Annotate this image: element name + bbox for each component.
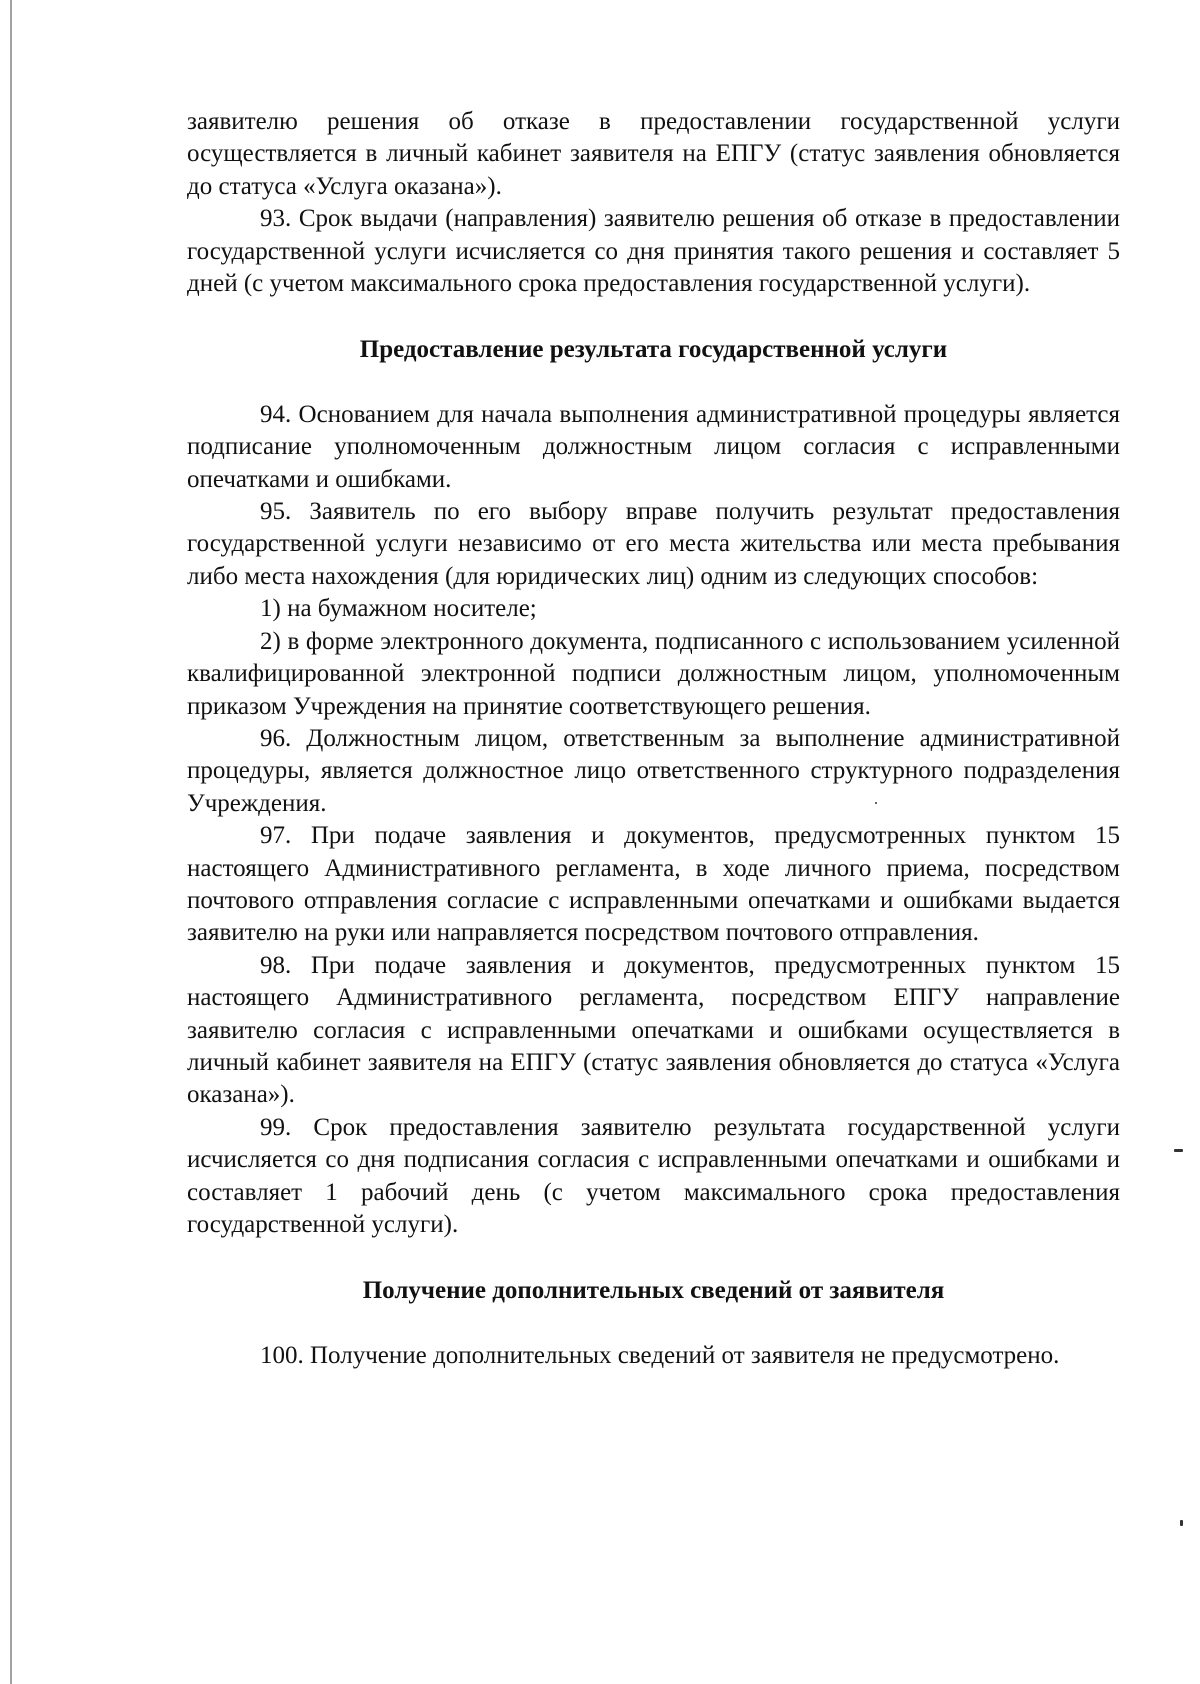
paragraph-95: 95. Заявитель по его выбору вправе получить результат предоставления государственной услуги независимо от его места жительства или места пребывания либо места нахождения (для юридических лиц) одним из следующих способов:	[187, 498, 1120, 590]
paragraph-100: 100. Получение дополнительных сведений от заявителя не предусмотрено.	[260, 1341, 1060, 1369]
section-heading-additional-info: Получение дополнительных сведений от заявителя	[362, 1277, 945, 1305]
document-body	[187, 106, 1120, 1372]
paragraph-continuation: заявителю решения об отказе в предоставлении государственной услуги осуществляется в личный кабинет заявителя на ЕПГУ (статус заявления обновляется до статуса «Услуга оказана»).	[187, 108, 1120, 200]
scan-speck	[1180, 1520, 1183, 1526]
section-heading-result: Предоставление результата государственной услуги	[359, 336, 948, 364]
list-item-1: 1) на бумажном носителе;	[260, 595, 537, 623]
paragraph-98: 98. При подаче заявления и документов, предусмотренных пунктом 15 настоящего Административного регламента, посредством ЕПГУ направление заявителю согласия с исправленными опечатками и ошибками осуществляется в личный кабинет заявителя на ЕПГУ (статус заявления обновляется до статуса «Услуга оказана»).	[187, 951, 1120, 1109]
paragraph-97: 97. При подаче заявления и документов, предусмотренных пунктом 15 настоящего Административного регламента, в ходе личного приема, посредством почтового отправления согласие с исправленными опечатками и ошибками выдается заявителю на руки или направляется посредством почтового отправления.	[187, 822, 1120, 947]
paragraph-93: 93. Срок выдачи (направления) заявителю решения об отказе в предоставлении государственной услуги исчисляется со дня принятия такого решения и составляет 5 дней (с учетом максимального срока предоставления государственной услуги).	[187, 205, 1120, 298]
scan-edge-line	[10, 0, 12, 1684]
paragraph-94: 94. Основанием для начала выполнения административной процедуры является подписание уполномоченным должностным лицом согласия с исправленными опечатками и ошибками.	[187, 400, 1120, 493]
paragraph-96: 96. Должностным лицом, ответственным за выполнение административной процедуры, является должностное лицо ответственного структурного подразделения Учреждения.	[187, 724, 1120, 817]
paragraph-99: 99. Срок предоставления заявителю результата государственной услуги исчисляется со дня подписания согласия с исправленными опечатками и ошибками и составляет 1 рабочий день (с учетом максимального срока предоставления государственной услуги).	[187, 1113, 1120, 1238]
scan-speck	[1174, 1149, 1183, 1152]
list-item-2: 2) в форме электронного документа, подписанного с использованием усиленной квалифицированной электронной подписи должностным лицом, уполномоченным приказом Учреждения на принятие соответствующего решения.	[187, 627, 1120, 720]
